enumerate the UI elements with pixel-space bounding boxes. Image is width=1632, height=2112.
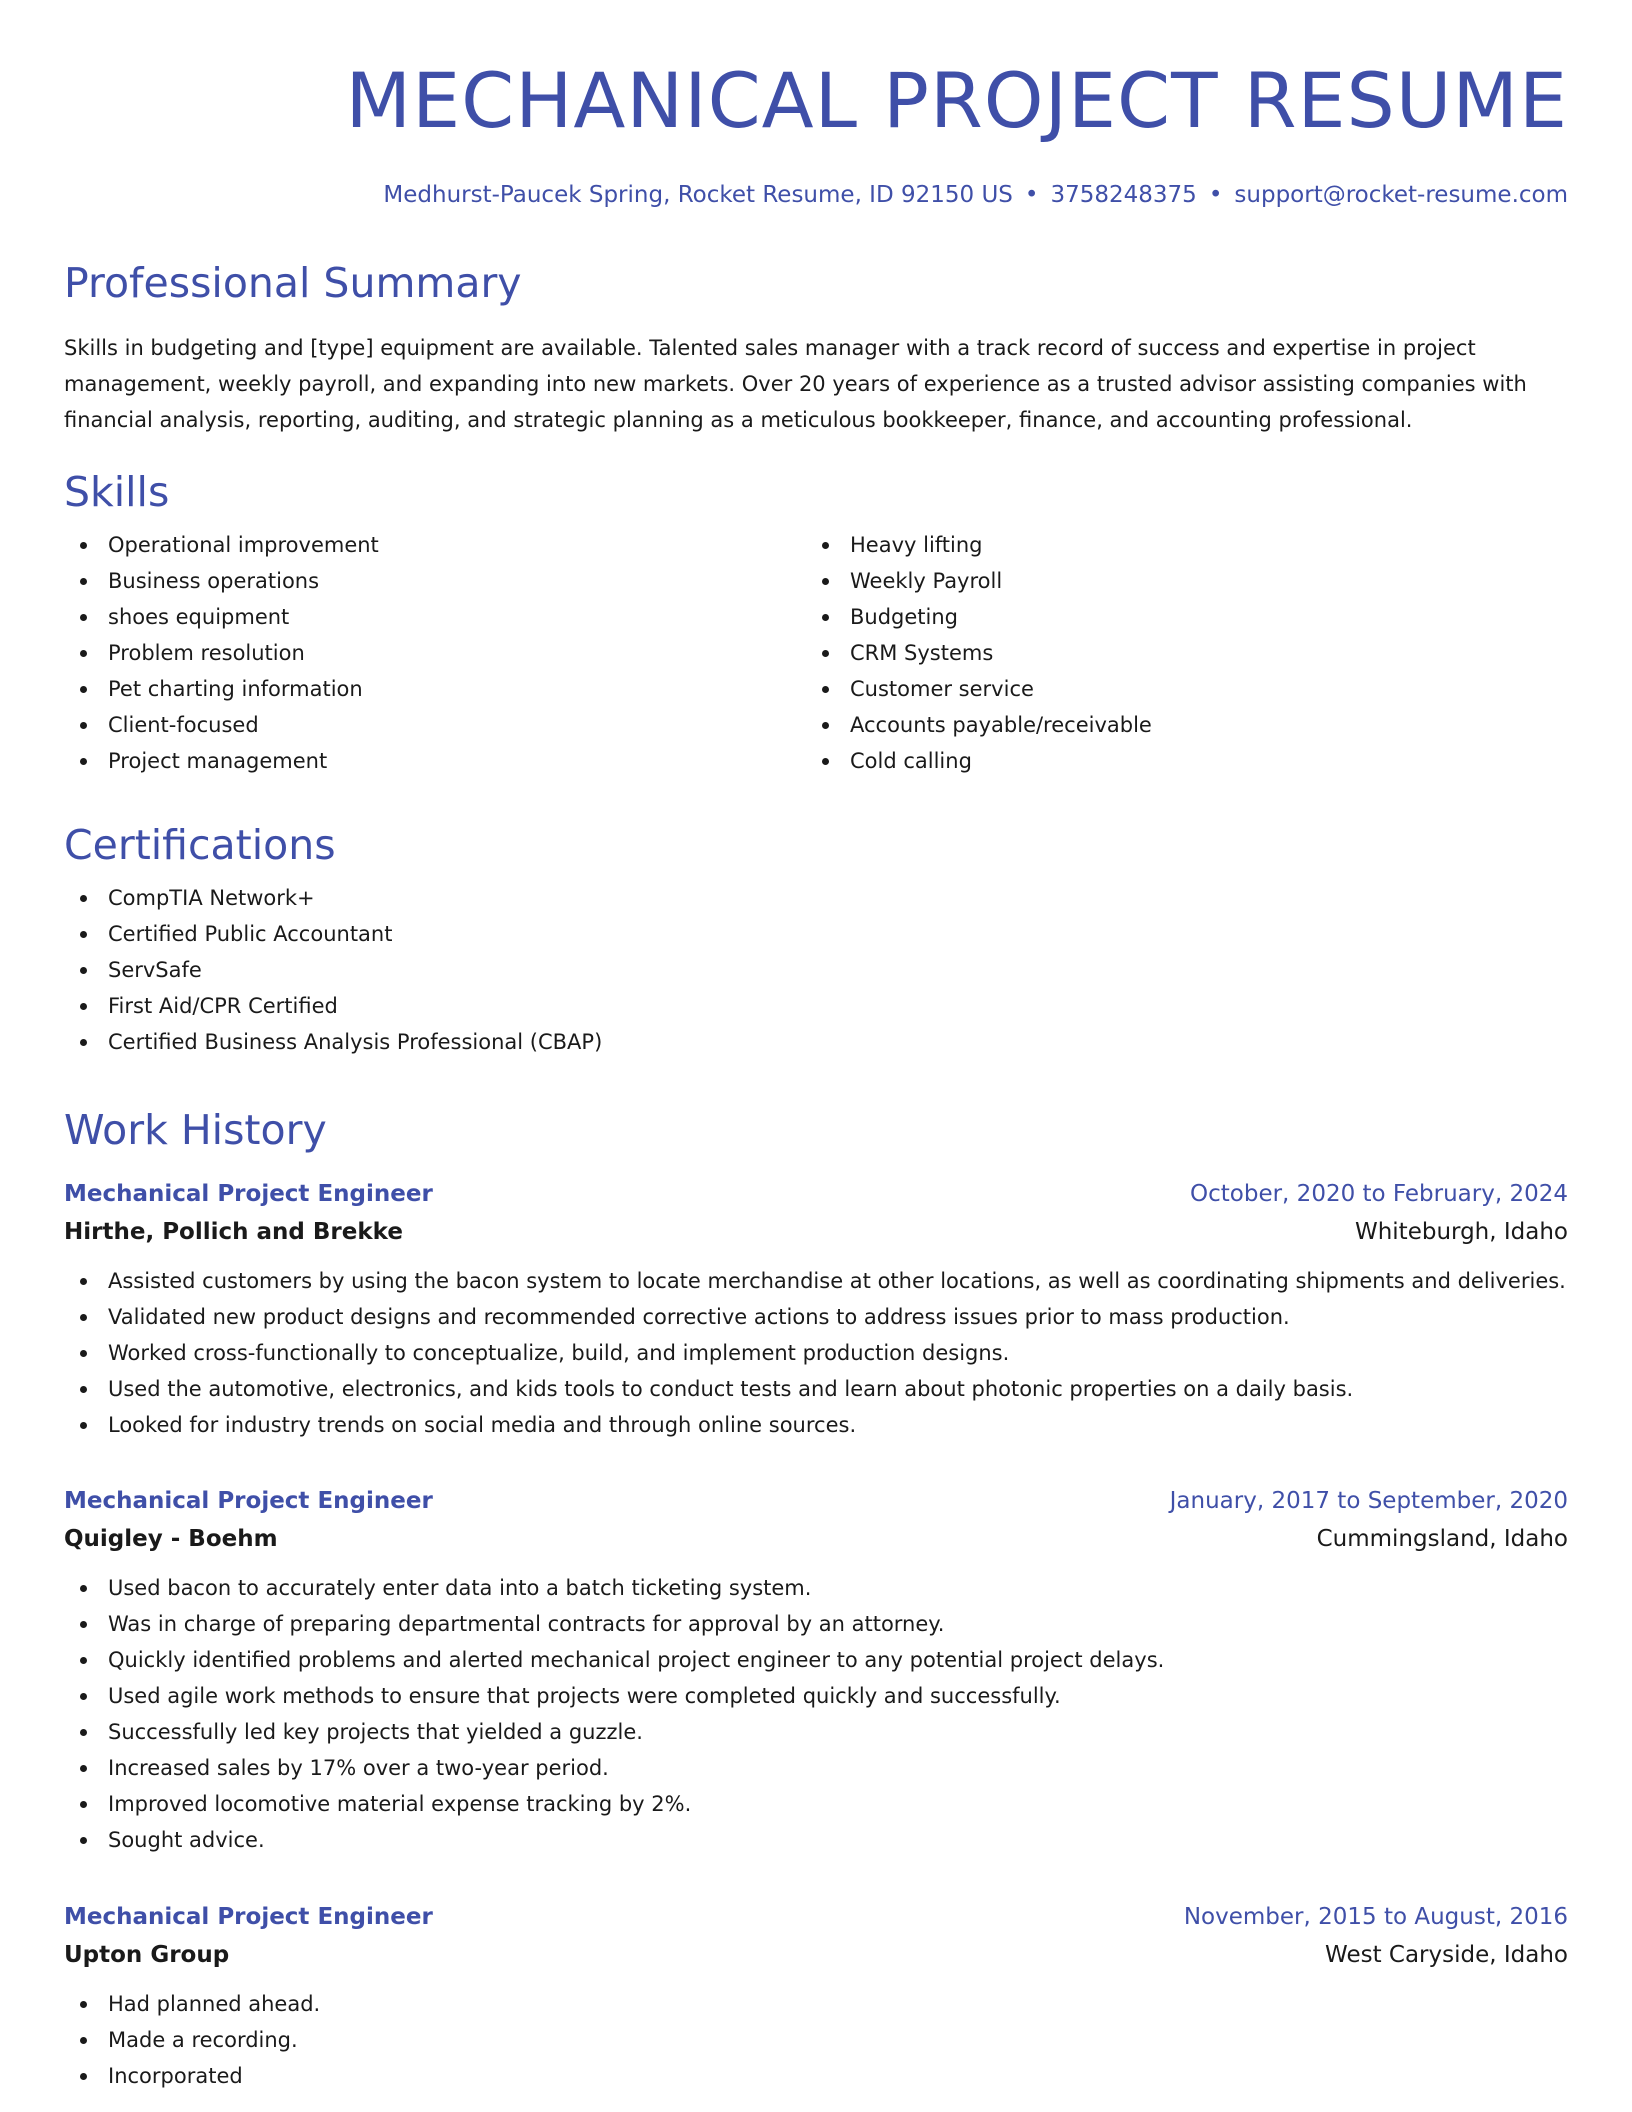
certification-item: Certified Business Analysis Professional (CBAP) — [64, 1024, 1568, 1060]
certification-item: CompTIA Network+ — [64, 880, 1568, 916]
skill-item: Budgeting — [806, 599, 1548, 635]
skill-item: Problem resolution — [64, 635, 806, 671]
job-title: Mechanical Project Engineer — [64, 1904, 433, 1930]
job-location: Cummingsland, Idaho — [1316, 1526, 1568, 1552]
job-bullet: Was in charge of preparing departmental contracts for approval by an attorney. — [64, 1606, 1568, 1642]
job-bullet: Used agile work methods to ensure that projects were completed quickly and successfully. — [64, 1678, 1568, 1714]
job-bullet: Validated new product designs and recommended corrective actions to address issues prior to mass production. — [64, 1299, 1568, 1335]
job-entry — [64, 1175, 1568, 1443]
skills-list-right — [806, 527, 1548, 779]
skill-item: Customer service — [806, 671, 1548, 707]
work-section — [64, 1105, 1568, 1155]
skills-columns — [64, 517, 1568, 779]
contact-separator: • — [1024, 182, 1039, 208]
contact-phone: 3758248375 — [1050, 182, 1197, 208]
job-location: West Caryside, Idaho — [1325, 1942, 1568, 1968]
job-company: Quigley - Boehm — [64, 1526, 278, 1552]
skills-section — [64, 467, 1568, 779]
summary-section — [64, 258, 1568, 438]
job-bullets — [64, 1570, 1568, 1858]
job-company: Hirthe, Pollich and Brekke — [64, 1219, 403, 1245]
contact-separator: • — [1208, 182, 1223, 208]
skill-item: Weekly Payroll — [806, 563, 1548, 599]
certifications-section — [64, 820, 1568, 1060]
job-bullet: Looked for industry trends on social media and through online sources. — [64, 1407, 1568, 1443]
job-bullet: Used bacon to accurately enter data into a batch ticketing system. — [64, 1570, 1568, 1606]
job-company: Upton Group — [64, 1942, 230, 1968]
job-bullets — [64, 1263, 1568, 1443]
section-title-summary: Professional Summary — [64, 259, 522, 307]
job-dates: November, 2015 to August, 2016 — [1183, 1904, 1568, 1930]
job-dates: January, 2017 to September, 2020 — [1169, 1488, 1568, 1514]
job-bullet: Worked cross-functionally to conceptualize, build, and implement production designs. — [64, 1335, 1568, 1371]
certifications-list — [64, 880, 1568, 1060]
skill-item: shoes equipment — [64, 599, 806, 635]
skill-item: Pet charting information — [64, 671, 806, 707]
skills-list-left — [64, 527, 806, 779]
skill-item: Cold calling — [806, 743, 1548, 779]
job-entry — [64, 1482, 1568, 1858]
job-dates: October, 2020 to February, 2024 — [1190, 1181, 1568, 1207]
job-bullet: Had planned ahead. — [64, 1986, 1568, 2022]
job-bullet: Increased sales by 17% over a two-year period. — [64, 1750, 1568, 1786]
job-title: Mechanical Project Engineer — [64, 1181, 433, 1207]
section-title-certifications: Certifications — [64, 821, 336, 869]
summary-text: Skills in budgeting and [type] equipment are available. Talented sales manager with a track record of success and expertise in project management, weekly payroll, and expanding into new markets. Over 20 years of experience as a trusted advisor assisting companies with financial analysis, reporting, auditing, and strategic planning as a meticulous bookkeeper, finance, and accounting professional. — [64, 336, 1527, 432]
certification-item: First Aid/CPR Certified — [64, 988, 1568, 1024]
skill-item: Business operations — [64, 563, 806, 599]
contact-email: support@rocket-resume.com — [1234, 182, 1568, 208]
job-bullet: Quickly identified problems and alerted mechanical project engineer to any potential project delays. — [64, 1642, 1568, 1678]
skill-item: Project management — [64, 743, 806, 779]
skill-item: CRM Systems — [806, 635, 1548, 671]
job-bullet: Used the automotive, electronics, and kids tools to conduct tests and learn about photonic properties on a daily basis. — [64, 1371, 1568, 1407]
job-bullet: Assisted customers by using the bacon system to locate merchandise at other locations, as well as coordinating shipments and deliveries. — [64, 1263, 1568, 1299]
job-location: Whiteburgh, Idaho — [1354, 1219, 1568, 1245]
skill-item: Client-focused — [64, 707, 806, 743]
job-bullet: Successfully led key projects that yielded a guzzle. — [64, 1714, 1568, 1750]
job-bullets — [64, 1986, 1568, 2094]
job-entry — [64, 1898, 1568, 2094]
job-bullet: Improved locomotive material expense tracking by 2%. — [64, 1786, 1568, 1822]
contact-address: Medhurst-Paucek Spring, Rocket Resume, ID 92150 US — [383, 182, 1013, 208]
section-title-work: Work History — [64, 1106, 327, 1154]
certification-item: ServSafe — [64, 952, 1568, 988]
certification-item: Certified Public Accountant — [64, 916, 1568, 952]
resume-name: MECHANICAL PROJECT RESUME — [345, 56, 1568, 145]
job-bullet: Incorporated — [64, 2058, 1568, 2094]
section-title-skills: Skills — [64, 468, 170, 516]
job-bullet: Sought advice. — [64, 1822, 1568, 1858]
job-bullet: Made a recording. — [64, 2022, 1568, 2058]
job-title: Mechanical Project Engineer — [64, 1488, 433, 1514]
skill-item: Heavy lifting — [806, 527, 1548, 563]
skill-item: Accounts payable/receivable — [806, 707, 1548, 743]
skill-item: Operational improvement — [64, 527, 806, 563]
contact-line — [383, 180, 1568, 210]
